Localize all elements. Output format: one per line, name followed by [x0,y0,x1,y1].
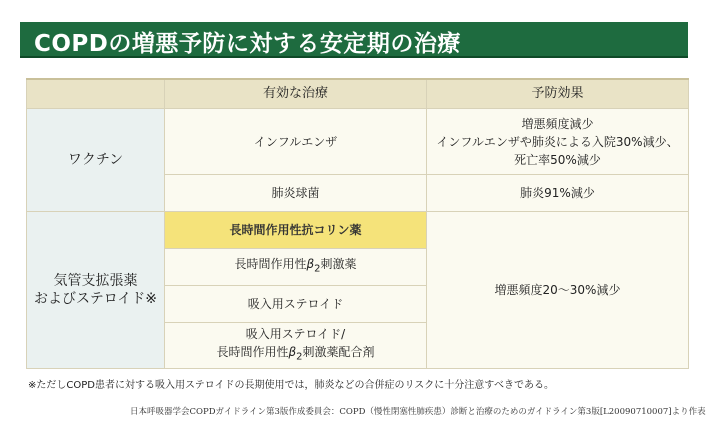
beta-symbol: β [288,344,297,359]
treatment-laba: 長時間作用性$\beta_2$刺激薬 [165,249,427,286]
table-row [27,109,689,175]
effect-line: 増悪頻度減少 [521,116,594,131]
treatment-combo: 吸入用ステロイド/ 長時間作用性$\beta_2$刺激薬配合剤 [165,323,427,369]
effect-line: 死亡率50%減少 [514,152,601,167]
table-row [27,212,689,249]
beta-symbol: β [306,257,315,272]
treatment-pneumococcus: 肺炎球菌 [165,175,427,212]
header-effect: 予防効果 [427,79,689,109]
effect-bronchodilator: 増悪頻度20～30%減少 [427,212,689,369]
category-line: 気管支拡張薬 [53,273,138,289]
footnote: ※ただしCOPD患者に対する吸入用ステロイドの長期使用では，肺炎などの合併症のリスクに十分注意すべきである。 [28,380,555,391]
effect-line: インフルエンザや肺炎による入院30%減少、 [436,134,679,149]
category-bronchodilator [27,212,165,369]
treatment-table [26,78,689,369]
category-vaccine: ワクチン [27,109,165,212]
category-line: およびステロイド※ [33,291,158,307]
treatment-influenza: インフルエンザ [165,109,427,175]
treatment-ics: 吸入用ステロイド [165,286,427,323]
effect-pneumococcus: 肺炎91%減少 [427,175,689,212]
title-bar [20,22,688,58]
page-title: COPDの増悪予防に対する安定期の治療 [34,31,461,57]
effect-influenza [427,109,689,175]
table-header-row [27,79,689,109]
source-citation: 日本呼吸器学会COPDガイドライン第3版作成委員会：COPD（慢性閉塞性肺疾患）診断と治療のためのガイドライン第3版[L20090710007]より作表 [130,407,706,417]
header-corner [27,79,165,109]
header-treatment: 有効な治療 [165,79,427,109]
treatment-lama: 長時間作用性抗コリン薬 [165,212,427,249]
